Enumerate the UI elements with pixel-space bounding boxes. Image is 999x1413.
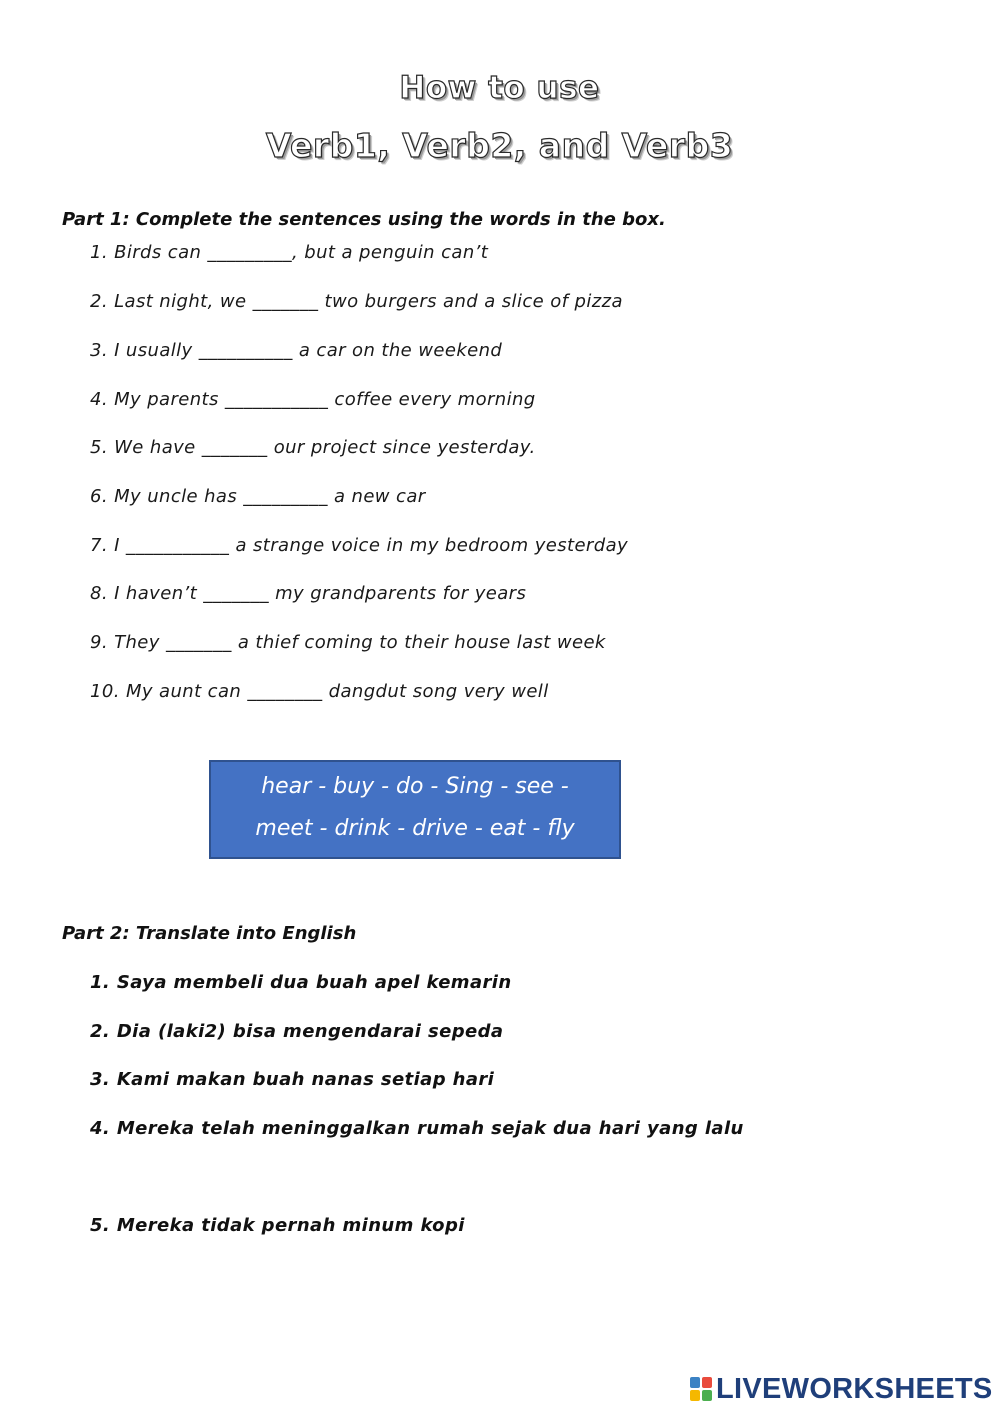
part1-item: 7. I ___________ a strange voice in my bedroom yesterday: [90, 535, 629, 556]
part1-item: 4. My parents ___________ coffee every morning: [90, 389, 536, 410]
word-box: [209, 760, 621, 859]
part1-item: 8. I haven’t _______ my grandparents for years: [90, 583, 527, 604]
part1-heading: Part 1: Complete the sentences using the words in the box.: [62, 209, 666, 230]
liveworksheets-logo-icon: [690, 1377, 712, 1401]
part1-item: 6. My uncle has _________ a new car: [90, 486, 426, 507]
part1-item: 9. They _______ a thief coming to their house last week: [90, 632, 606, 653]
part2-item: 4. Mereka telah meninggalkan rumah sejak dua hari yang lalu: [90, 1118, 744, 1139]
logo-text: LIVEWORKSHEETS: [716, 1372, 993, 1405]
word-box-line-1: hear - buy - do - Sing - see -: [261, 774, 569, 799]
part2-heading: Part 2: Translate into English: [62, 923, 357, 944]
part1-item: 3. I usually __________ a car on the weekend: [90, 340, 503, 361]
part1-item: 5. We have _______ our project since yesterday.: [90, 437, 536, 458]
part2-item: 2. Dia (laki2) bisa mengendarai sepeda: [90, 1021, 504, 1042]
part1-item: 10. My aunt can ________ dangdut song very well: [90, 681, 549, 702]
part2-item: 1. Saya membeli dua buah apel kemarin: [90, 972, 512, 993]
title-line-1: How to use: [399, 70, 600, 106]
part1-item: 2. Last night, we _______ two burgers and a slice of pizza: [90, 291, 623, 312]
part2-item: 5. Mereka tidak pernah minum kopi: [90, 1215, 465, 1236]
liveworksheets-logo: [690, 1374, 993, 1404]
title-line-2: Verb1, Verb2, and Verb3: [265, 126, 734, 165]
part1-item: 1. Birds can _________, but a penguin can’t: [90, 242, 489, 263]
part2-item: 3. Kami makan buah nanas setiap hari: [90, 1069, 495, 1090]
word-box-line-2: meet - drink - drive - eat - fly: [255, 816, 575, 841]
